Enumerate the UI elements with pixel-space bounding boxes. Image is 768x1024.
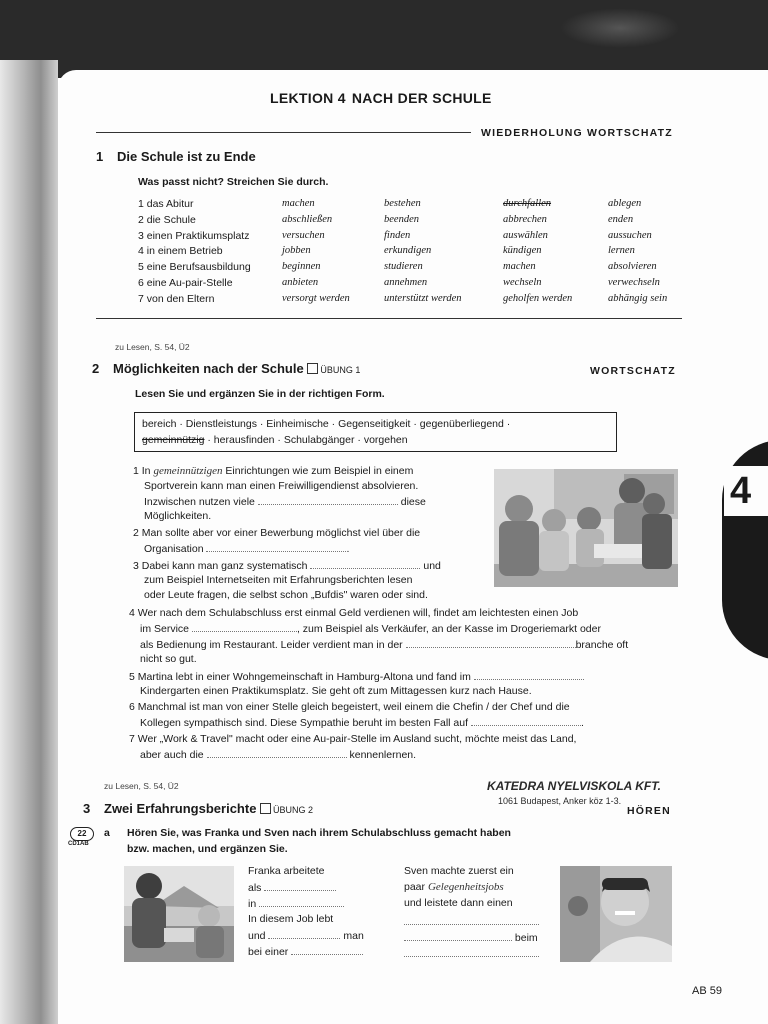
sentence-3-line-2: zum Beispiel Internetseiten mit Erfahrungsberichten lesen: [144, 574, 413, 586]
blank-sven-2[interactable]: [404, 930, 512, 941]
sentence-1-line-2: Sportverein kann man einen Freiwilligendienst absolvieren.: [144, 480, 419, 492]
sentence-5-text-a: 5 Martina lebt in einer Wohngemeinschaft in Hamburg-Altona und fand im: [129, 671, 471, 683]
blank-4a[interactable]: [192, 621, 297, 632]
scan-top-shadow: [0, 0, 768, 78]
table-cell-option[interactable]: unterstützt werden: [384, 292, 462, 304]
word-box: [134, 412, 617, 452]
table-row-item: 1 das Abitur: [138, 198, 194, 210]
blank-1b[interactable]: [258, 494, 398, 505]
sentence-1-text-a: Einrichtungen wie zum Beispiel in einem: [222, 465, 414, 477]
franka-line-6: [248, 944, 363, 960]
sentence-1-number: 1 In: [133, 465, 151, 477]
table-cell-option[interactable]: machen: [282, 198, 315, 209]
task2-reference: zu Lesen, S. 54, Ü2: [115, 342, 190, 352]
table-cell-option[interactable]: finden: [384, 229, 411, 241]
table-cell-option[interactable]: auswählen: [503, 229, 548, 241]
table-cell-option[interactable]: beginnen: [282, 261, 321, 273]
cd-label: CD1AB: [68, 841, 89, 847]
franka-line-5-text-b: man: [343, 930, 364, 942]
cd-track-icon[interactable]: [70, 827, 94, 841]
task3-instruction-1: Hören Sie, was Franka und Sven nach ihrem Schulabschluss gemacht haben: [127, 827, 511, 839]
task3-instruction-2: bzw. machen, und ergänzen Sie.: [127, 843, 288, 855]
blank-2[interactable]: [206, 541, 346, 552]
table-cell-option[interactable]: beenden: [384, 213, 419, 225]
task2-exercise-label: ÜBUNG 1: [320, 365, 361, 375]
photo-sven: [560, 866, 672, 962]
task2-number: 2: [92, 361, 100, 376]
sentence-7-text-b1: aber auch die: [140, 749, 204, 761]
sven-line-1: Sven machte zuerst ein: [404, 865, 514, 877]
sentence-3-line-3: oder Leute fragen, die selbst schon „Bufdis" waren oder sind.: [144, 589, 428, 601]
table-row-item: 5 eine Berufsausbildung: [138, 261, 251, 274]
blank-franka-1[interactable]: [264, 880, 336, 891]
sentence-1-text-c2: diese: [400, 496, 426, 508]
photo-franka-image: [124, 866, 234, 962]
sentence-1-text-c: Inzwischen nutzen viele: [144, 496, 255, 508]
franka-line-4: In diesem Job lebt: [248, 913, 334, 925]
task2-exercise-ref: [307, 365, 360, 375]
sentence-5-line-1: [129, 669, 584, 685]
franka-line-3: [248, 896, 344, 912]
task3-reference: zu Lesen, S. 54, Ü2: [104, 781, 179, 791]
task3-title-text: Zwei Erfahrungsberichte: [104, 801, 257, 816]
lesson-title: NACH DER SCHULE: [351, 90, 492, 106]
sentence-2-line-1: 2 Man sollte aber vor einer Bewerbung möglichst viel über die: [133, 527, 421, 539]
blank-franka-3[interactable]: [268, 928, 340, 939]
table-cell-option[interactable]: aussuchen: [608, 229, 652, 241]
page-number: AB 59: [692, 985, 722, 997]
task1-title: Die Schule ist zu Ende: [117, 149, 256, 164]
franka-line-2: [248, 880, 336, 896]
section-label-wortschatz-repeat: WIEDERHOLUNG WORTSCHATZ: [481, 127, 673, 139]
table-cell-option[interactable]: kündigen: [503, 245, 542, 257]
table-cell-option[interactable]: bestehen: [384, 198, 421, 209]
workbook-icon: [307, 363, 318, 374]
table-cell-option[interactable]: annehmen: [384, 277, 428, 288]
sentence-5-line-2: Kindergarten einen Praktikumsplatz. Sie geht oft zum Mittagessen kurz nach Hause.: [140, 685, 532, 697]
table-cell-option[interactable]: abschließen: [282, 213, 333, 225]
sentence-4-text-b2: , zum Beispiel als Verkäufer, an der Kasse im Drogeriemarkt oder: [296, 623, 601, 635]
table-row-item: 2 die Schule: [138, 213, 196, 226]
sven-line-3: und leistete dann einen: [404, 897, 513, 909]
handwritten-answer-1: gemeinnützigen: [153, 465, 223, 477]
table-cell-option[interactable]: lernen: [608, 245, 635, 257]
sentence-6-line-2: [140, 715, 584, 731]
sentence-4-line-4: nicht so gut.: [140, 653, 197, 665]
photo-sven-image: [560, 866, 672, 962]
sven-line-4: [404, 930, 538, 946]
sentence-6-text-b: Kollegen sympathisch sind. Diese Sympathie beruht im besten Fall auf: [140, 717, 469, 729]
table-row-item: 3 einen Praktikumsplatz: [138, 229, 250, 242]
task3-exercise-ref: [260, 805, 313, 815]
task3-exercise-label: ÜBUNG 2: [273, 805, 314, 815]
handwritten-answer-sven: Gelegenheitsjobs: [427, 881, 504, 893]
table-cell-option[interactable]: durchfallen: [503, 198, 552, 209]
word-box-struck-word: gemeinnützig: [142, 434, 205, 446]
sentence-3-text-a2: und: [423, 560, 441, 572]
blank-sven-1[interactable]: [404, 914, 539, 925]
blank-4b[interactable]: [406, 637, 576, 648]
table-cell-option[interactable]: anbieten: [282, 277, 319, 288]
sentence-2-period: .: [346, 543, 350, 555]
sentence-4-text-c1: als Bedienung im Restaurant. Leider verdient man in der: [140, 639, 403, 651]
sentence-1-line-3: [144, 494, 426, 510]
franka-line-1: Franka arbeitete: [248, 865, 325, 877]
sven-line-blank: [404, 914, 539, 930]
chapter-tab-number: 4: [730, 470, 752, 512]
sven-line-2-text: paar: [404, 881, 426, 893]
franka-line-3-text: in: [248, 898, 257, 910]
table-cell-option[interactable]: versorgt werden: [282, 292, 350, 304]
table-cell-option[interactable]: versuchen: [282, 229, 325, 241]
table-row-item: 6 eine Au-pair-Stelle: [138, 277, 233, 289]
sentence-4-line-3: [140, 637, 628, 653]
sentence-3-line-1: [133, 558, 441, 574]
sven-line-4-text: beim: [514, 932, 538, 944]
sentence-3-text-a: 3 Dabei kann man ganz systematisch: [133, 560, 308, 572]
blank-franka-4[interactable]: [291, 944, 363, 955]
table-cell-option[interactable]: absolvieren: [608, 261, 657, 273]
word-box-line-1: bereich · Dienstleistungs · Einheimische · Gegenseitigkeit · gegenüberliegend ·: [142, 418, 511, 430]
sentence-6-period: .: [580, 717, 584, 729]
task3-number: 3: [83, 801, 91, 816]
header-rule: [96, 132, 471, 133]
blank-franka-2[interactable]: [259, 896, 344, 907]
sentence-6-line-1: 6 Manchmal ist man von einer Stelle gleich begeistert, weil einem die Chefin / der Chef und die: [129, 701, 570, 713]
franka-line-2-text: als: [248, 882, 262, 894]
table-cell-option[interactable]: wechseln: [503, 277, 542, 288]
task3-title: [104, 801, 313, 816]
sentence-1-line-1: [133, 464, 413, 479]
table-cell-option[interactable]: machen: [503, 261, 536, 273]
task1-bottom-rule: [96, 318, 682, 319]
school-stamp-line-1: KATEDRA NYELVISKOLA KFT.: [487, 779, 661, 793]
blank-7[interactable]: [207, 747, 347, 758]
table-cell-option[interactable]: erkundigen: [384, 245, 432, 257]
table-cell-option[interactable]: ablegen: [608, 198, 642, 209]
task2-instruction: Lesen Sie und ergänzen Sie in der richtigen Form.: [135, 388, 385, 400]
table-cell-option[interactable]: abbrechen: [503, 213, 547, 225]
sentence-2-text-b: Organisation: [144, 543, 204, 555]
sven-line-2: [404, 880, 504, 895]
sentence-2-line-2: [144, 541, 349, 557]
lesson-heading: [270, 90, 492, 106]
franka-line-5-text: und: [248, 930, 266, 942]
sentence-7-line-1: 7 Wer „Work & Travel" macht oder eine Au-pair-Stelle im Ausland sucht, möchte meist das Land,: [129, 733, 577, 745]
sentence-4-text-c2: branche oft: [575, 639, 629, 651]
school-stamp-line-2: 1061 Budapest, Anker köz 1-3.: [498, 796, 622, 806]
lesson-number: LEKTION 4: [270, 90, 346, 106]
photo-franka: [124, 866, 234, 962]
word-box-line-2-rest: · herausfinden · Schulabgänger · vorgehen: [204, 434, 408, 446]
photo-children-reading: [494, 469, 678, 587]
table-cell-option[interactable]: geholfen werden: [503, 292, 573, 304]
word-box-line-2: [142, 434, 408, 446]
task1-instruction: Was passt nicht? Streichen Sie durch.: [138, 176, 329, 188]
sentence-7-text-b2: kennenlernen.: [349, 749, 417, 761]
franka-line-6-text: bei einer: [248, 946, 289, 958]
sven-line-blank-2: [404, 946, 539, 962]
task3-section-label: HÖREN: [627, 805, 671, 817]
table-row-item: 4 in einem Betrieb: [138, 245, 223, 258]
task2-title: [113, 361, 360, 376]
photo-children-reading-image: [494, 469, 678, 587]
franka-line-5: [248, 928, 364, 944]
blank-3[interactable]: [310, 558, 420, 569]
book-spine: [0, 60, 58, 1024]
sentence-4-line-2: [140, 621, 601, 637]
task1-number: 1: [96, 149, 104, 164]
blank-5[interactable]: [474, 669, 584, 680]
table-cell-option[interactable]: verwechseln: [608, 277, 660, 288]
task2-title-text: Möglichkeiten nach der Schule: [113, 361, 304, 376]
task2-section-label: WORTSCHATZ: [590, 365, 676, 377]
sentence-4-text-b1: im Service: [140, 623, 190, 635]
table-cell-option[interactable]: abhängig sein: [608, 292, 668, 304]
cd-track-number: 22: [77, 829, 87, 838]
table-row-item: 7 von den Eltern: [138, 292, 215, 305]
workbook-icon: [260, 803, 271, 814]
sentence-1-line-4: Möglichkeiten.: [144, 510, 212, 522]
scan-glare: [560, 8, 680, 48]
sentence-4-line-1: 4 Wer nach dem Schulabschluss erst einmal Geld verdienen will, findet am leichtesten einen Job: [129, 607, 579, 619]
sentence-7-line-2: [140, 747, 416, 763]
table-cell-option[interactable]: studieren: [384, 261, 423, 273]
table-cell-option[interactable]: jobben: [282, 245, 311, 257]
table-cell-option[interactable]: enden: [608, 213, 634, 225]
blank-sven-3[interactable]: [404, 946, 539, 957]
blank-6[interactable]: [471, 715, 581, 726]
task3-part: a: [104, 827, 110, 839]
